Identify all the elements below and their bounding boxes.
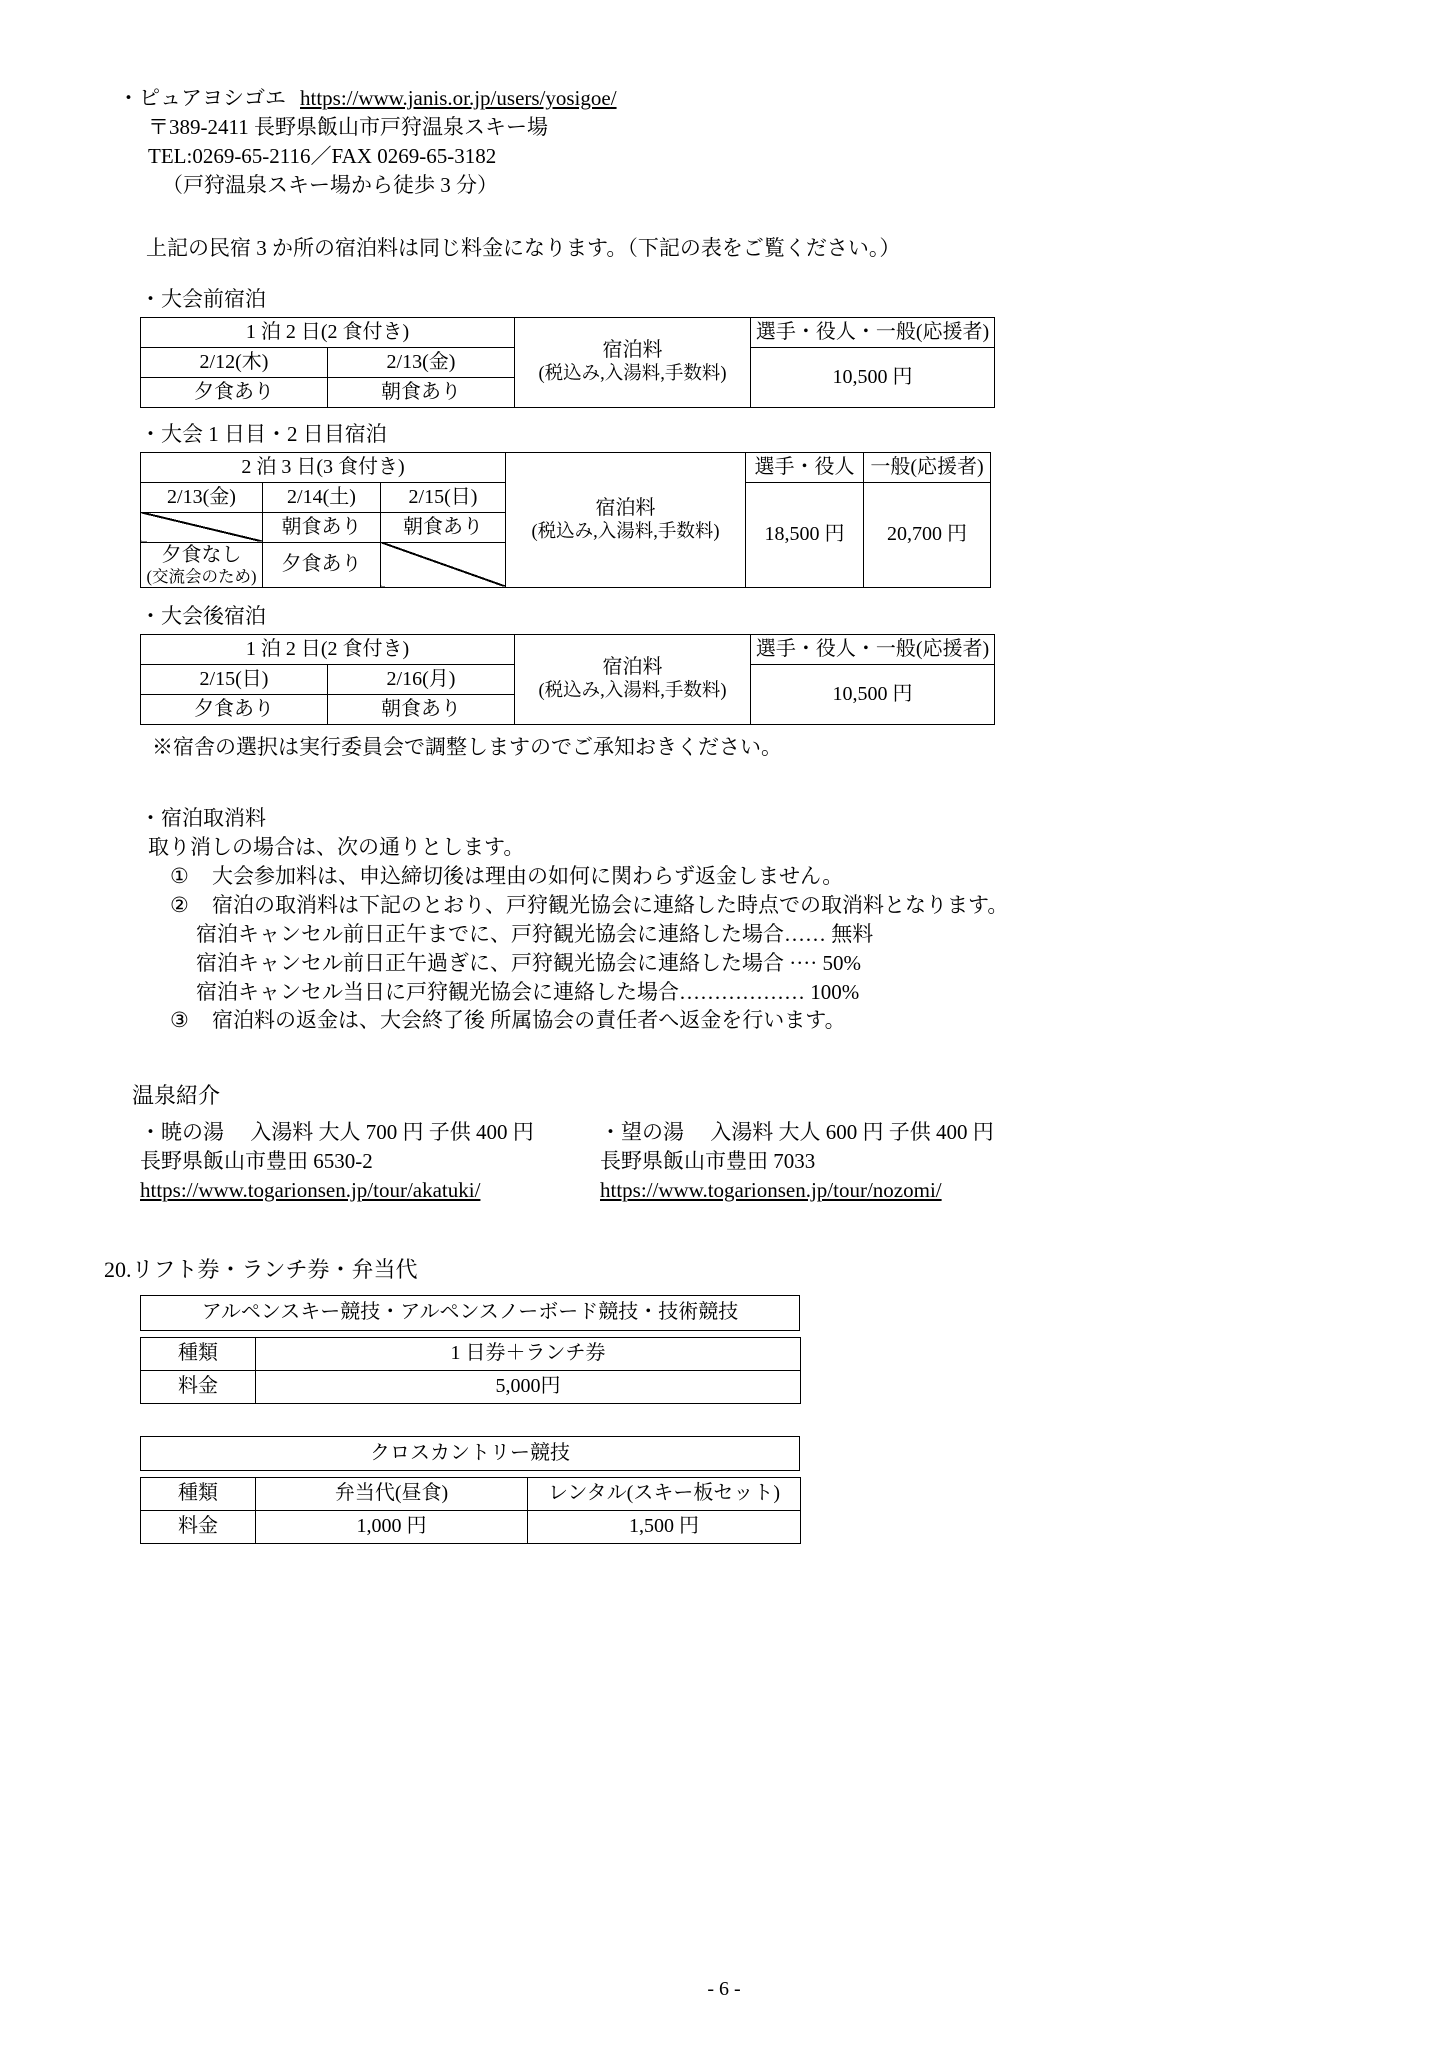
same-price-note: 上記の民宿 3 か所の宿泊料は同じ料金になります。（下記の表をご覧ください。） [146,235,901,260]
cross-country-ticket-table [140,1477,801,1544]
fee-cell [506,452,746,587]
lodge-tel-fax: TEL:0269-65-2116／FAX 0269-65-3182 [148,143,497,168]
meal-cell: 夕食あり [141,377,328,407]
item-text: 宿泊料の返金は、大会終了後 所属協会の責任者へ返金を行います。 [212,1008,846,1033]
price-value-cell: 1,500 円 [528,1511,801,1544]
event-days-title: ・大会 1 日目・2 日目宿泊 [140,421,387,446]
meal-cell: 朝食あり [328,694,515,724]
item-text: 宿泊の取消料は下記のとおり、戸狩観光協会に連絡した時点での取消料となります。 [212,892,1009,917]
price-label-cell: 料金 [141,1370,256,1403]
alpine-table-header: アルペンスキー競技・アルペンスノーボード競技・技術競技 [140,1295,800,1331]
price-label-cell: 料金 [141,1511,256,1544]
onsen-name-price: ・暁の湯 入湯料 大人 700 円 子供 400 円 [140,1119,534,1144]
price-cell: 10,500 円 [751,664,995,724]
type-value-cell: レンタル(スキー板セット) [528,1478,801,1511]
lodge-info-block [118,84,1348,200]
item-number: ③ [170,1008,189,1033]
onsen-columns [140,1118,1348,1205]
alpine-ticket-table [140,1337,801,1404]
plan-cell: 1 泊 2 日(2 食付き) [141,634,515,664]
fee-detail: (税込み,入湯料,手数料) [538,681,727,702]
audience-header-cell: 選手・役人 [746,452,864,482]
lodge-postal-address: 〒389-2411 長野県飯山市戸狩温泉スキー場 [148,114,548,139]
onsen-url-link[interactable]: https://www.togarionsen.jp/tour/akatuki/ [140,1177,481,1202]
fee-detail: (税込み,入湯料,手数料) [538,364,727,385]
fee-label: 宿泊料 [595,496,656,519]
dinner-none-cell [141,542,263,587]
cancellation-item [170,862,1348,891]
fee-detail: (税込み,入湯料,手数料) [531,521,720,542]
type-value-cell: 1 日券＋ランチ券 [256,1337,801,1370]
cross-country-table-header: クロスカントリー競技 [140,1436,800,1472]
pre-event-section [118,285,1348,408]
cancellation-item [170,1006,1348,1035]
audience-header-cell: 選手・役人・一般(応援者) [751,634,995,664]
date-cell: 2/14(土) [263,482,381,512]
onsen-address: 長野県飯山市豊田 7033 [600,1148,816,1173]
onsen-address: 長野県飯山市豊田 6530-2 [140,1148,373,1173]
page-number: - 6 - [707,1978,741,2001]
item-text: 大会参加料は、申込締切後は理由の如何に関わらず返金しません。 [212,863,844,888]
meal-cell: 夕食あり [141,694,328,724]
cancellation-section [118,804,1348,1036]
cancellation-intro: 取り消しの場合は、次の通りとします。 [148,834,525,859]
meal-cell: 朝食あり [328,377,515,407]
cancellation-sub-item: 宿泊キャンセル前日正午過ぎに、戸狩観光協会に連絡した場合 ···· 50% [196,950,861,975]
meal-cell: 夕食あり [263,542,381,587]
not-applicable-diagonal-cell [141,512,263,542]
price-cell: 20,700 円 [864,482,991,587]
post-event-section [118,602,1348,762]
lodge-name-row [118,84,1348,113]
plan-cell: 1 泊 2 日(2 食付き) [141,317,515,347]
price-value-cell: 1,000 円 [256,1511,528,1544]
meal-cell: 朝食あり [381,512,506,542]
item-number: ① [170,863,189,888]
price-cell: 10,500 円 [751,347,995,407]
lodge-walk-note: （戸狩温泉スキー場から徒歩 3 分） [162,172,498,197]
audience-header-cell: 一般(応援者) [864,452,991,482]
cancellation-item [170,891,1348,920]
event-days-table [140,452,991,588]
cancellation-title: ・宿泊取消料 [140,805,266,830]
fee-cell [515,634,751,724]
onsen-nozomi [600,1118,994,1205]
not-applicable-diagonal-cell [381,542,506,587]
onsen-akatsuki [140,1118,590,1205]
lodge-url-link[interactable]: https://www.janis.or.jp/users/yosigoe/ [300,86,617,110]
onsen-name-price: ・望の湯 入湯料 大人 600 円 子供 400 円 [600,1119,994,1144]
pre-event-table [140,317,995,408]
date-cell: 2/15(日) [141,664,328,694]
onsen-title: 温泉紹介 [132,1083,221,1109]
fee-cell [515,317,751,407]
spacer [118,1404,1348,1426]
type-label-cell: 種類 [141,1337,256,1370]
meal-cell: 朝食あり [263,512,381,542]
lodging-selection-note: ※宿舎の選択は実行委員会で調整しますのでご承知おきください。 [152,734,782,759]
fee-label: 宿泊料 [602,656,663,679]
price-value-cell: 5,000円 [256,1370,801,1403]
event-days-section [118,420,1348,588]
type-label-cell: 種類 [141,1478,256,1511]
pre-event-title: ・大会前宿泊 [140,286,266,311]
date-cell: 2/13(金) [328,347,515,377]
dinner-none-label: 夕食なし [161,543,242,566]
date-cell: 2/16(月) [328,664,515,694]
onsen-url-link[interactable]: https://www.togarionsen.jp/tour/nozomi/ [600,1177,942,1202]
plan-cell: 2 泊 3 日(3 食付き) [141,452,506,482]
lodge-name: ・ピュアヨシゴエ [118,86,286,110]
item-number: ② [170,892,189,917]
price-cell: 18,500 円 [746,482,864,587]
date-cell: 2/12(木) [141,347,328,377]
cancellation-sub-item: 宿泊キャンセル当日に戸狩観光協会に連絡した場合……………… 100% [196,979,860,1004]
tickets-title: 20.リフト券・ランチ券・弁当代 [104,1256,418,1282]
dinner-none-reason: (交流会のため) [146,566,257,586]
type-value-cell: 弁当代(昼食) [256,1478,528,1511]
onsen-section [118,1081,1348,1204]
date-cell: 2/15(日) [381,482,506,512]
cancellation-sub-item: 宿泊キャンセル前日正午までに、戸狩観光協会に連絡した場合…… 無料 [196,921,874,946]
fee-label: 宿泊料 [602,339,663,362]
post-event-table [140,634,995,725]
audience-header-cell: 選手・役人・一般(応援者) [751,317,995,347]
date-cell: 2/13(金) [141,482,263,512]
post-event-title: ・大会後宿泊 [140,603,266,628]
tickets-section [104,1255,1348,1545]
